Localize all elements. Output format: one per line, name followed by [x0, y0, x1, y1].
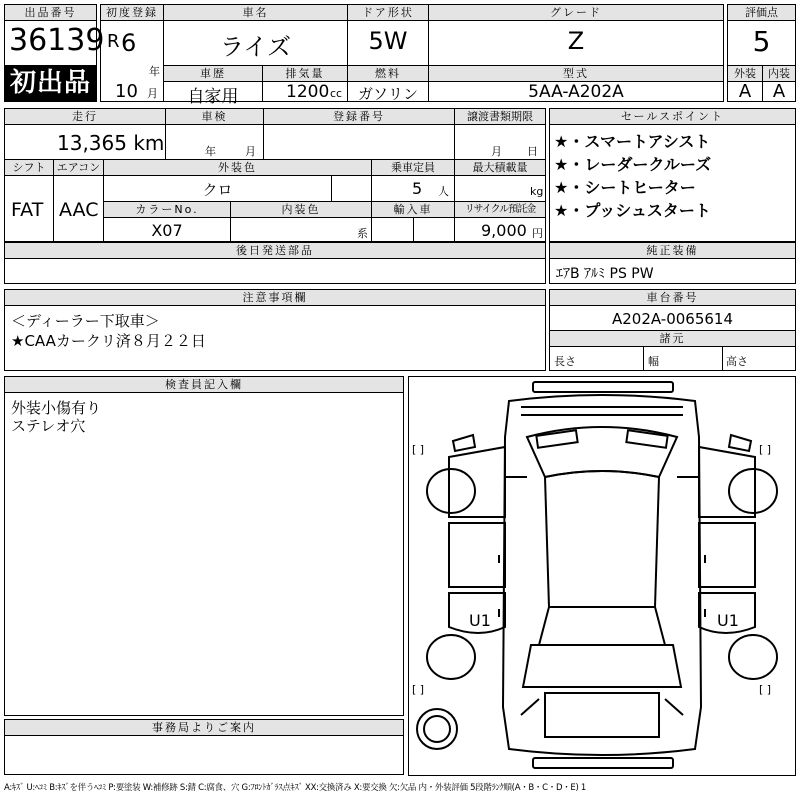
first-reg-label: 初度登録: [101, 5, 163, 21]
recycle-label: リサイクル預託金: [455, 202, 545, 218]
office-box: [4, 719, 404, 775]
lot-label: 出品番号: [5, 5, 96, 21]
transfer-day-unit: 日: [527, 145, 538, 158]
office-label: 事務局よりご案内: [5, 720, 403, 736]
exterior-rating-value: A: [738, 81, 752, 102]
bracket-rear-right: [ ]: [759, 683, 772, 696]
equipment-label: 純正装備: [550, 243, 795, 259]
transfer-month-unit: 月: [491, 145, 502, 158]
equipment-box: [549, 242, 796, 284]
sales-point-item: ★・レーダークルーズ: [554, 155, 712, 174]
shift-label: シフト: [5, 160, 53, 176]
first-listing-badge: 初出品: [5, 65, 96, 101]
history-label: 車歴: [164, 66, 262, 82]
bracket-rear-left: [ ]: [412, 683, 425, 696]
displacement-label: 排気量: [263, 66, 347, 82]
first-reg-month: 10: [115, 81, 138, 102]
capacity-label: 乗車定員: [372, 160, 454, 176]
inspector-line: ステレオ穴: [11, 417, 86, 435]
sales-point-item: ★・スマートアシスト: [554, 132, 711, 151]
fuel-label: 燃料: [348, 66, 428, 82]
notes-box: [4, 289, 546, 371]
first-reg-year-unit: 年: [149, 65, 160, 78]
transfer-label: 譲渡書類期限: [455, 109, 545, 125]
recycle-unit: 円: [532, 227, 543, 240]
specs-height: 高さ: [726, 355, 748, 368]
capacity-unit: 人: [438, 185, 449, 198]
chassis-label: 車台番号: [550, 290, 795, 306]
inspector-line: 外装小傷有り: [11, 399, 102, 417]
lot-number: 36139: [9, 23, 105, 58]
capacity-value: 5: [412, 179, 423, 198]
reg-no-label: 登録番号: [264, 109, 454, 125]
chassis-value: A202A-0065614: [611, 310, 734, 328]
mileage-label: 走行: [5, 109, 165, 125]
first-reg-era: R: [107, 31, 120, 52]
notes-label: 注意事項欄: [5, 290, 545, 306]
sales-points-box: [549, 108, 796, 242]
ext-color-value: クロ: [202, 181, 233, 199]
color-no-label: カラーNo.: [104, 202, 230, 218]
rating-value: 5: [752, 25, 771, 58]
history-value: 自家用: [187, 87, 239, 107]
car-outline-diagram: [409, 377, 795, 775]
aircon-label: エアコン: [54, 160, 103, 176]
car-name-value: ライズ: [219, 33, 292, 61]
inspector-label: 検査員記入欄: [5, 377, 403, 393]
recycle-value: 9,000: [481, 221, 527, 240]
header-grid: [100, 4, 724, 107]
int-color-suffix: 系: [357, 227, 368, 240]
damage-diagram: [408, 376, 796, 776]
first-reg-year: 6: [121, 29, 137, 57]
ext-color-label: 外装色: [104, 160, 371, 176]
int-color-label: 内装色: [231, 202, 371, 218]
color-no-value: X07: [151, 221, 183, 240]
interior-rating-value: A: [772, 81, 786, 102]
chassis-box: [549, 289, 796, 371]
specs-width: 幅: [648, 355, 659, 368]
displacement-value: 1200: [286, 82, 330, 102]
door-label: ドア形状: [348, 5, 428, 21]
first-reg-month-unit: 月: [147, 87, 158, 100]
max-load-label: 最大積載量: [455, 160, 545, 176]
sales-point-item: ★・プッシュスタート: [554, 201, 711, 220]
import-label: 輸入車: [372, 202, 454, 218]
lot-box: [4, 4, 105, 102]
later-parts-label: 後日発送部品: [5, 243, 545, 259]
legend-footer: A:ｷｽﾞ U:ﾍｺﾐ B:ｷｽﾞを伴うﾍｺﾐ P:要塗装 W:補修跡 S:錆 C:腐食、穴 G:ﾌﾛﾝﾄｶﾞﾗｽ点ｷｽﾞ XX:交換済み X:要交換 欠:欠品 内・外装評価 5段階ﾗﾝｸ順(A・B・C・D・E) 1: [4, 783, 587, 793]
sales-points-label: セールスポイント: [550, 109, 795, 125]
specs-length: 長さ: [554, 355, 576, 368]
notes-line: ★CAAカークリ済８月２２日: [11, 332, 206, 350]
interior-rating-label: 内装: [763, 66, 795, 82]
grade-value: Z: [567, 27, 585, 55]
sales-point-item: ★・シートヒーター: [554, 178, 696, 197]
model-value: 5AA-A202A: [528, 82, 624, 102]
notes-line: ＜ディーラー下取車＞: [11, 312, 160, 330]
inspector-box: [4, 376, 404, 716]
later-parts-box: [4, 242, 546, 284]
specs-label: 諸元: [550, 331, 795, 347]
inspection-month-unit: 月: [245, 145, 256, 158]
shift-value: FAT: [11, 199, 44, 221]
bracket-front-right: [ ]: [759, 443, 772, 456]
equipment-value: ｴｱB ｱﾙﾐ PS PW: [556, 266, 654, 282]
displacement-unit: cc: [330, 87, 343, 100]
bracket-front-left: [ ]: [412, 443, 425, 456]
damage-mark-right: U1: [717, 611, 739, 630]
mileage-value: 13,365 km: [57, 131, 165, 155]
aircon-value: AAC: [59, 199, 99, 221]
model-label: 型式: [429, 66, 723, 82]
max-load-unit: kg: [530, 185, 544, 198]
exterior-rating-label: 外装: [728, 66, 762, 82]
grade-label: グレード: [429, 5, 723, 21]
inspection-label: 車検: [166, 109, 263, 125]
car-name-label: 車名: [164, 5, 347, 21]
rating-box: [727, 4, 796, 102]
door-value: 5W: [368, 27, 408, 55]
fuel-value: ガソリン: [357, 85, 418, 103]
rating-label: 評価点: [728, 5, 795, 21]
damage-mark-left: U1: [469, 611, 491, 630]
detail-grid: [4, 108, 546, 242]
inspection-year-unit: 年: [205, 145, 216, 158]
